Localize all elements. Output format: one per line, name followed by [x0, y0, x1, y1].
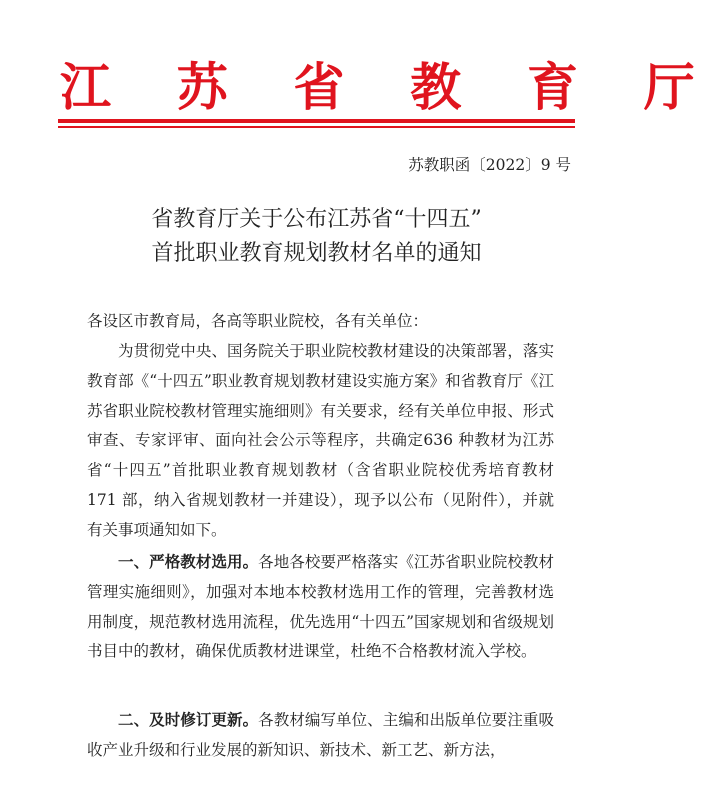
- letterhead-rule-thick: [58, 119, 575, 123]
- salutation: 各设区市教育局，各高等职业院校，各有关单位：: [87, 312, 429, 330]
- document-number: 苏教职函〔2022〕9 号: [408, 156, 571, 174]
- heading-line-1: 省教育厅关于公布江苏省“十四五”: [151, 207, 482, 232]
- section-1-body: 各地各校要严格落实《江苏省职业院校教材管理实施细则》，加强对本地本校教材选用工作的管理，完善教材选用制度，规范教材选用流程，优先选用“十四五”国家规划和省级规划书目中的教材，确保优质教材进课堂，杜绝不合格教材流入学校。: [87, 553, 554, 661]
- section-2-body: 各教材编写单位、主编和出版单位要注重吸收产业升级和行业发展的新知识、新技术、新工艺、新方法，: [87, 711, 554, 759]
- section-2-title: 二、及时修订更新。: [118, 710, 259, 729]
- letterhead: [60, 58, 719, 128]
- letterhead-rule-thin: [58, 126, 575, 128]
- paragraph-intro: 为贯彻党中央、国务院关于职业院校教材建设的决策部署，落实教育部《“十四五”职业教育规划教材建设实施方案》和省教育厅《江苏省职业院校教材管理实施细则》有关要求，经有关单位申报、形式审查、专家评审、面向社会公示等程序，共确定636 种教材为江苏省“十四五”首批职业教育规划教材（含省职业院校优秀培育教材 171 部，纳入省规划教材一并建设），现予以公布（见附件），并就有关事项通知如下。: [87, 342, 554, 539]
- letterhead-title: 江 苏 省 教 育 厅: [60, 58, 719, 118]
- paragraph-section-2: [87, 705, 554, 766]
- paragraph-section-1: [87, 547, 554, 667]
- section-1-title: 一、严格教材选用。: [118, 552, 259, 571]
- heading-line-2: 首批职业教育规划教材名单的通知: [151, 241, 482, 266]
